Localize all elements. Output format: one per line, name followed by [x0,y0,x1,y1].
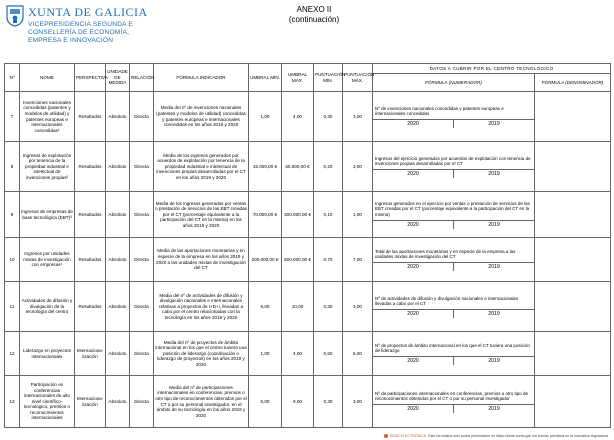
row-threshold-min: 1,00 [249,332,282,376]
row-formula: Media del nº de invenciones nacionales (patentes y modelos de utilidad) concedidas y patentes europeas e internacionales concedidas en los años 2019 y 2020 [154,92,249,142]
row-score-min: 0,60 [314,332,343,376]
row-threshold-min: 200.000,00 € [249,238,282,282]
col-header-datos: DATOS A CUBRIR POR EL CENTRO TECNOLÓGICO [373,64,611,74]
denominator-cell[interactable] [535,192,611,238]
year-input-2020[interactable]: 2020 [407,406,419,413]
row-name: Ingresos por unidades mixtas de investigación con empresas⁴ [20,238,75,282]
numerator-text: Total de las aportaciones monetarias y en especie de la empresa a las unidades mixtas de investigación del CT [375,248,516,259]
row-perspective: Resultados [75,142,106,192]
numerator-cell [373,142,535,192]
denominator-cell[interactable] [535,142,611,192]
row-perspective: Resultados [75,282,106,332]
col-header-umbral-max: UMBRAL MÁX. [282,64,314,92]
xunta-logo [4,3,184,61]
col-header-numerador: FÓRMULA (NUMERADOR) [373,74,535,92]
department-name: VICEPRESIDENCIA SEGUNDA E CONSELLERÍA DE ECONOMÍA, EMPRESA E INNOVACIÓN [28,21,134,45]
row-unit: Absoluto [106,282,130,332]
col-header-nome: NOME [20,64,75,92]
row-unit: Absoluto [106,142,130,192]
row-score-max: 3,00 [343,376,373,428]
year-input-2019[interactable]: 2019 [453,221,534,229]
table-row [5,238,611,282]
numerator-text: Ingresos del ejercicio generados por acuerdos de explotación con tenencia de invenciones propias desarrolladas por el CT [375,155,531,166]
year-input-2020[interactable]: 2020 [407,222,419,229]
row-name: Actividades de difusión y divulgación de la tecnología del centro [20,282,75,332]
col-header-formula: FÓRMULA INDICADOR [154,64,249,92]
row-score-max: 3,00 [343,282,373,332]
col-header-puntuacion-min: PUNTUACIÓN MÍN. [314,64,343,92]
row-unit: Absoluto [106,332,130,376]
col-header-denominador: FÓRMULA (DENOMINADOR) [535,74,611,92]
year-input-2019[interactable]: 2019 [453,405,534,413]
row-score-max: 2,00 [343,142,373,192]
row-name: Ingresos de explotación por tenencia de la propiedad industrial e intelectual de invenciones propias² [20,142,75,192]
year-input-2019[interactable]: 2019 [453,357,534,365]
year-input-2020[interactable]: 2020 [407,311,419,318]
table-row [5,92,611,142]
numerator-cell [373,192,535,238]
row-unit: Absoluto [106,92,130,142]
year-input-2019[interactable]: 2019 [453,170,534,178]
numerator-cell [373,332,535,376]
document-header [4,3,610,63]
row-threshold-min: 15.000,00 € [249,142,282,192]
row-name: Invenciones nacionales concedidas (patentes y modelos de utilidad) y patentes europeas e internacionales concedidas² [20,92,75,142]
brand-name: XUNTA DE GALICIA [28,5,148,19]
year-input-2020[interactable]: 2020 [407,264,419,271]
year-input-2020[interactable]: 2020 [407,358,419,365]
year-input-2019[interactable]: 2019 [453,120,534,128]
col-header-perspectiva: PERSPECTIVA [75,64,106,92]
row-score-max: 6,00 [343,332,373,376]
row-formula: Media de las aportaciones monetarias y en especie de la empresa en los años 2019 y 2020 a las unidades mixtas de investigación del CT [154,238,249,282]
footer-label: SEDE ELECTRÓNICA [389,434,427,438]
year-input-2019[interactable]: 2019 [453,310,534,318]
row-threshold-min: 70.000,00 € [249,192,282,238]
row-formula: Media del nº de participaciones internacionales en conferencias, premios o otro tipo de reconocimientos obtenidos por el CT o por su personal investigador, en el ámbito de su tecnología en los años 2019 y 2020 [154,376,249,428]
table-row [5,376,611,428]
denominator-cell[interactable] [535,282,611,332]
row-number: 10 [5,238,20,282]
row-score-min: 0,30 [314,92,343,142]
denominator-cell[interactable] [535,92,611,142]
row-name: Ingresos de empresas de base tecnológica (EBT)³ [20,192,75,238]
year-input-2019[interactable]: 2019 [453,263,534,271]
row-score-min: 0,30 [314,376,343,428]
row-threshold-max: 4,00 [282,332,314,376]
row-perspective: Resultados [75,238,106,282]
row-number: 13 [5,376,20,428]
row-score-max: 1,00 [343,192,373,238]
row-score-min: 0,70 [314,238,343,282]
row-relation: Directa [130,376,154,428]
row-score-min: 0,30 [314,282,343,332]
row-formula: Media del nº de proyectos de ámbito internacional en los que el centro tuviera una posición de liderazgo (coordinación o liderazgo de proyectos) en los años 2019 y 2020 [154,332,249,376]
indicators-table [4,63,611,428]
row-number: 11 [5,282,20,332]
row-threshold-min: 1,00 [249,92,282,142]
row-unit: Absoluto [106,238,130,282]
row-formula: Media de los ingresos generados por ventas o prestación de servicios de las EBT creadas por el CT (porcentaje equivalente a la participación del CT en la misma) en los años 2019 y 2020 [154,192,249,238]
row-formula: Media de los ingresos generados por acuerdos de explotación por tenencia de la propiedad industrial e intelectual de invenciones propias desarrolladas por el CT en los años 2019 y 2020 [154,142,249,192]
row-threshold-max: 4,00 [282,92,314,142]
row-relation: Directa [130,332,154,376]
row-number: 7 [5,92,20,142]
numerator-cell [373,282,535,332]
row-perspective: Internaciona-lización [75,376,106,428]
numerator-cell [373,238,535,282]
row-threshold-max: 9,00 [282,376,314,428]
page-footer [384,434,608,438]
annex-title [274,5,354,25]
numerator-cell [373,376,535,428]
row-unit: Absoluto [106,376,130,428]
numerator-text: Nº de actividades de difusión y divulgación nacionales e internacionales llevadas a cabo por el CT [375,295,519,306]
col-header-puntuacion-max: PUNTUACIÓN MÁX. [343,64,373,92]
numerator-text: Nº de proyectos de ámbito internacional en los que el CT tuviera una posición de liderazgo [375,342,530,353]
numerator-text: Nº de participaciones internacionales en conferencias, premios u otro tipo de reconocimientos obtenidos por el CT o por su personal investigador [375,390,528,401]
galicia-shield-icon [6,5,24,27]
col-header-relacion: RELACIÓN [130,64,154,92]
row-number: 9 [5,192,20,238]
row-threshold-min: 5,00 [249,376,282,428]
row-relation: Directa [130,282,154,332]
row-perspective: Internaciona-lización [75,332,106,376]
row-number: 12 [5,332,20,376]
row-threshold-max: 300.000,00 € [282,192,314,238]
denominator-cell[interactable] [535,332,611,376]
row-name: Liderazgo en proyectos internacionales [20,332,75,376]
sede-icon [384,434,388,438]
year-input-2020[interactable]: 2020 [407,121,419,128]
numerator-text: Nº de invenciones nacionales concedidas y patentes europeas e internacionales concedidas [375,105,504,116]
footer-text: Este formulario solo podrá presentarse en https://sede.xunta.gal; los formas previstas en la normativa reguladora [428,434,608,438]
table-row [5,192,611,238]
row-score-max: 3,00 [343,92,373,142]
col-header-n: Nº [5,64,20,92]
row-relation: Directa [130,192,154,238]
numerator-cell [373,92,535,142]
table-row [5,142,611,192]
row-formula: Media del nº de actividades de difusión y divulgación nacionales e internacionales relativas a proyectos de I+D+i, llevadas a cabo por el centro relacionadas con la tecnología en los años 2019 y 2020 [154,282,249,332]
row-unit: Absoluto [106,192,130,238]
row-threshold-max: 500.000,00 € [282,238,314,282]
row-score-min: 0,20 [314,142,343,192]
row-relation: Directa [130,92,154,142]
numerator-text: Ingresos generados en el ejercicio por ventas o prestación de servicios de las EBT creadas por el CT (porcentaje equivalente a la participación del CT en la misma) [375,200,530,217]
row-perspective: Resultados [75,92,106,142]
annex-subheading: (continuación) [288,15,340,24]
year-input-2020[interactable]: 2020 [407,171,419,178]
row-relation: Directa [130,238,154,282]
denominator-cell[interactable] [535,376,611,428]
denominator-cell[interactable] [535,238,611,282]
annex-heading: ANEXO II [296,5,332,14]
col-header-umbral-min: UMBRAL MÍN. [249,64,282,92]
row-score-max: 7,00 [343,238,373,282]
row-score-min: 0,10 [314,192,343,238]
table-row [5,282,611,332]
row-relation: Directa [130,142,154,192]
row-threshold-max: 10,00 [282,282,314,332]
row-threshold-max: 50.000,00 € [282,142,314,192]
col-header-unidade: UNIDADE DE MEDIDA [106,64,130,92]
row-number: 8 [5,142,20,192]
row-threshold-min: 5,00 [249,282,282,332]
row-name: Participación en conferencias internacionales de alto nivel científico-tecnológico, premios o reconocimientos internacionales [20,376,75,428]
table-row [5,332,611,376]
row-perspective: Resultados [75,192,106,238]
